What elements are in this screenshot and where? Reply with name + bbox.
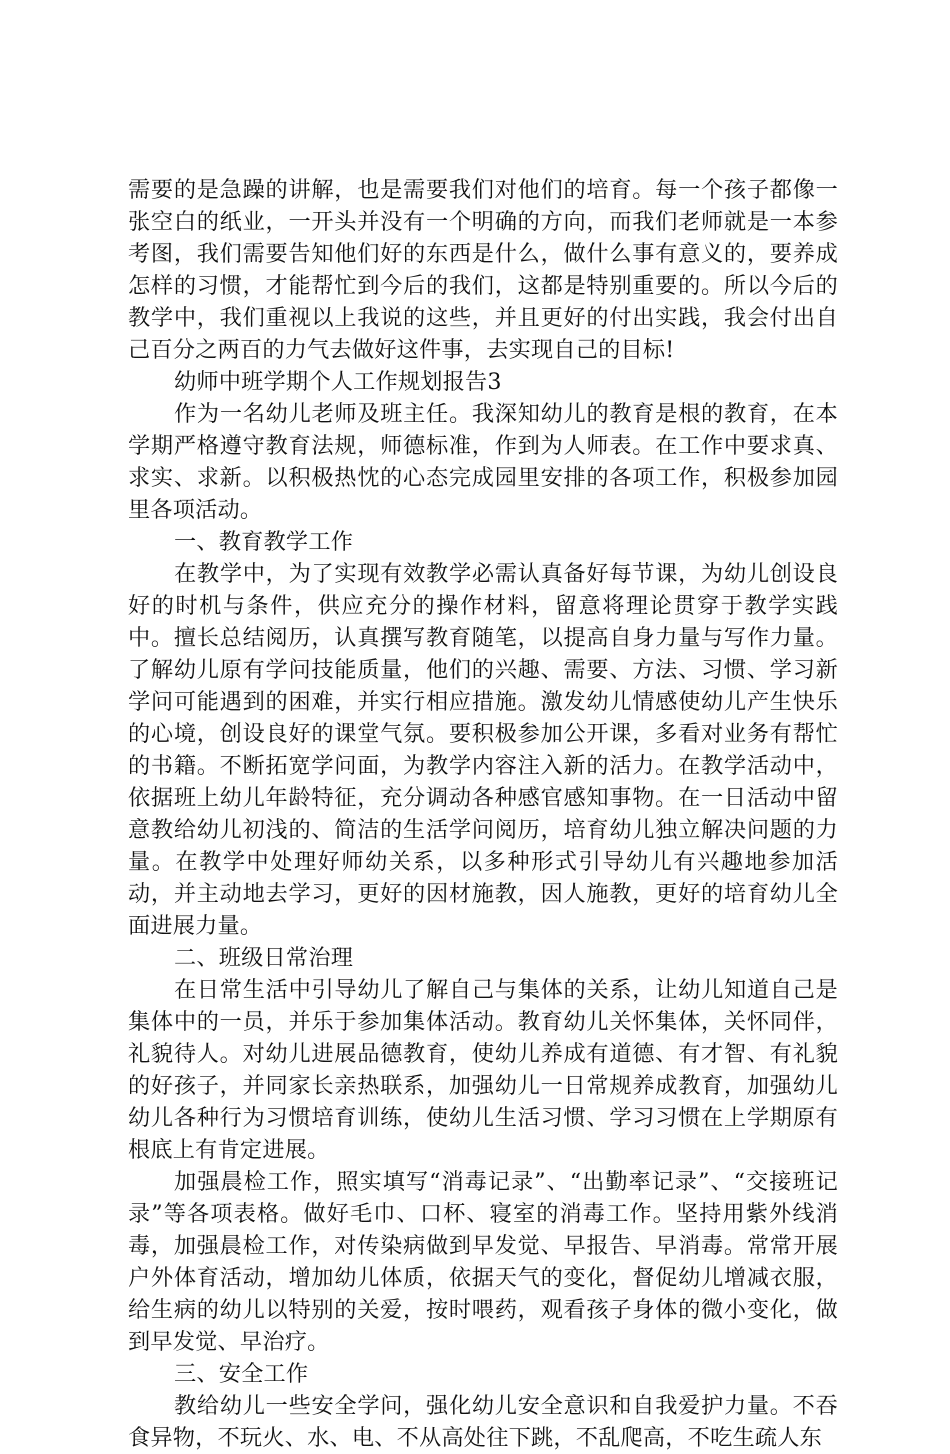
paragraph-teaching: 在教学中，为了实现有效教学必需认真备好每节课，为幼儿创设良好的时机与条件，供应充分的操作材料，留意将理论贯穿于教学实践中。擅长总结阅历，认真撰写教育随笔，以提高自身力量与写作力量。了解幼儿原有学问技能质量，他们的兴趣、需要、方法、习惯、学习新学问可能遇到的困难，并实行相应措施。激发幼儿情感使幼儿产生快乐的心境，创设良好的课堂气氛。要积极参加公开课，多看对业务有帮忙的书籍。不断拓宽学问面，为教学内容注入新的活力。在教学活动中，依据班上幼儿年龄特征，充分调动各种感官感知事物。在一日活动中留意教给幼儿初浅的、简洁的生活学问阅历，培育幼儿独立解决问题的力量。在教学中处理好师幼关系，以多种形式引导幼儿有兴趣地参加活动，并主动地去学习，更好的因材施教，因人施教，更好的培育幼儿全面进展力量。 [128, 561, 838, 939]
paragraph-morning-check: 加强晨检工作，照实填写“消毒记录”、“出勤率记录”、“交接班记录”等各项表格。做好毛巾、口杯、寝室的消毒工作。坚持用紫外线消毒，加强晨检工作，对传染病做到早发觉、早报告、早消毒。常常开展户外体育活动，增加幼儿体质，依据天气的变化，督促幼儿增减衣服，给生病的幼儿以特别的关爱，按时喂药，观看孩子身体的微小变化，做到早发觉、早治疗。 [128, 1169, 838, 1355]
paragraph-intro: 作为一名幼儿老师及班主任。我深知幼儿的教育是根的教育，在本学期严格遵守教育法规，师德标准，作到为人师表。在工作中要求真、求实、求新。以积极热忱的心态完成园里安排的各项工作，积极参加园里各项活动。 [128, 401, 838, 523]
paragraph-class-management: 在日常生活中引导幼儿了解自己与集体的关系，让幼儿知道自己是集体中的一员，并乐于参加集体活动。教育幼儿关怀集体，关怀同伴，礼貌待人。对幼儿进展品德教育，使幼儿养成有道德、有才智、有礼貌的好孩子，并同家长亲热联系，加强幼儿一日常规养成教育，加强幼儿幼儿各种行为习惯培育训练，使幼儿生活习惯、学习习惯在上学期原有根底上有肯定进展。 [128, 977, 838, 1163]
document-title: 幼师中班学期个人工作规划报告3 [174, 369, 502, 395]
paragraph-safety: 教给幼儿一些安全学问，强化幼儿安全意识和自我爱护力量。不吞食异物，不玩火、水、电、不从高处往下跳，不乱爬高，不吃生疏人东 [128, 1393, 838, 1451]
paragraph-continuation: 需要的是急躁的讲解，也是需要我们对他们的培育。每一个孩子都像一张空白的纸业，一开头并没有一个明确的方向，而我们老师就是一本参考图，我们需要告知他们好的东西是什么，做什么事有意义的，要养成怎样的习惯，才能帮忙到今后的我们，这都是特别重要的。所以今后的教学中，我们重视以上我说的这些，并且更好的付出实践，我会付出自己百分之两百的力气去做好这件事，去实现自己的目标! [128, 177, 838, 363]
section-heading-class-management: 二、班级日常治理 [174, 945, 354, 971]
document-body [128, 174, 838, 1454]
section-heading-teaching: 一、教育教学工作 [174, 529, 354, 555]
section-heading-safety: 三、安全工作 [174, 1361, 309, 1387]
